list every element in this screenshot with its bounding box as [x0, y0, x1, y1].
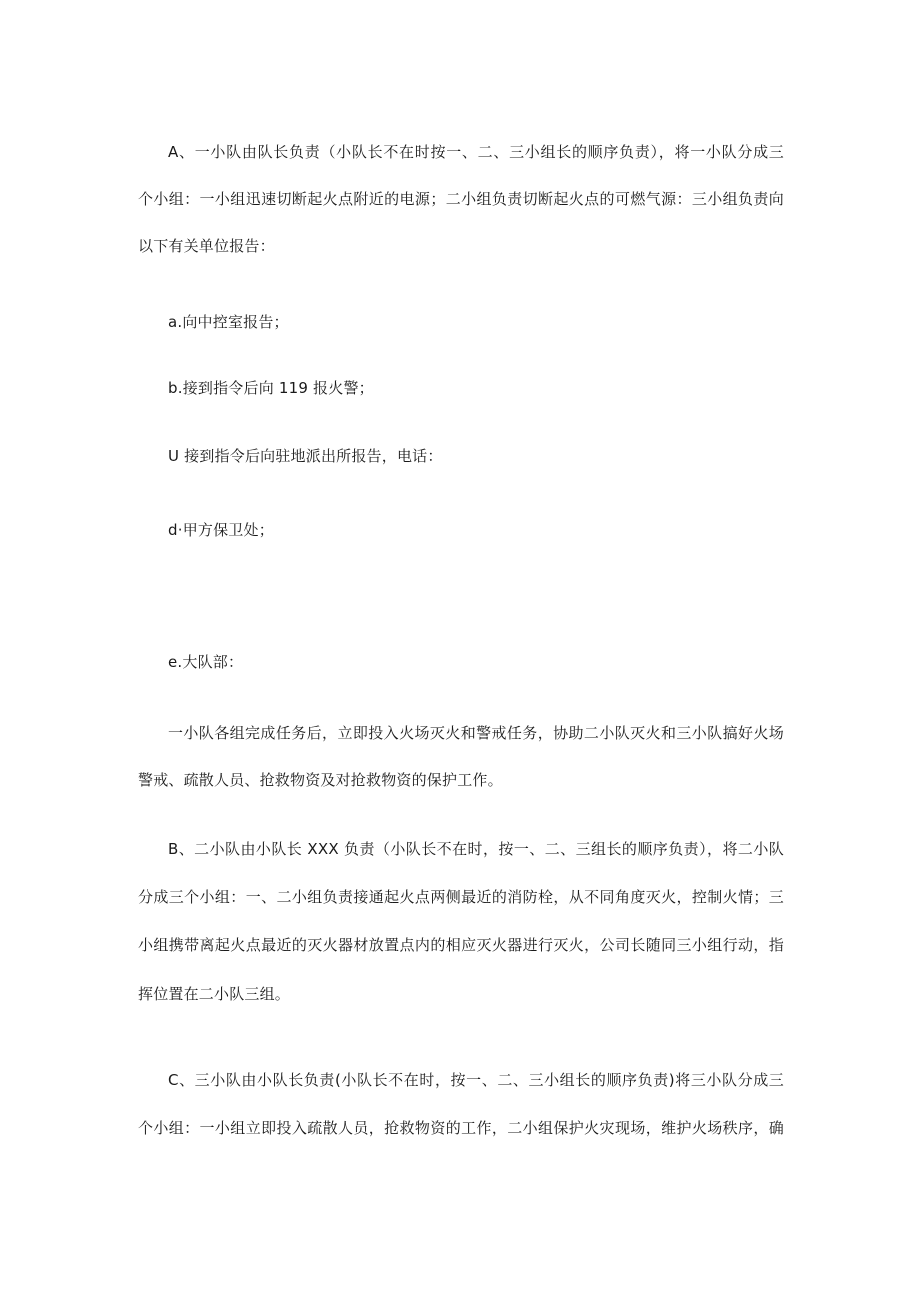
section-a-line-1: A、一小队由队长负责（小队长不在时按一、二、三小组长的顺序负责），将一小队分成三 — [168, 143, 784, 161]
report-item-a: a.向中控室报告； — [168, 313, 289, 331]
section-a-line-3: 以下有关单位报告： — [138, 237, 275, 255]
after-report-line-2: 警戒、疏散人员、抢救物资及对抢救物资的保护工作。 — [138, 771, 503, 789]
section-b-line-1: B、二小队由小队长 XXX 负责（小队长不在时，按一、二、三组长的顺序负责），将二小队 — [168, 840, 784, 858]
section-a-line-2: 个小组：一小组迅速切断起火点附近的电源；二小组负责切断起火点的可燃气源：三小组负责向 — [138, 190, 784, 208]
section-b-line-3: 小组携带离起火点最近的灭火器材放置点内的相应灭火器进行灭火，公司长随同三小组行动，指 — [138, 936, 784, 954]
section-c-line-1: C、三小队由小队长负责(小队长不在时，按一、二、三小组长的顺序负责)将三小队分成三 — [168, 1071, 784, 1089]
report-item-c: U 接到指令后向驻地派出所报告，电话： — [168, 447, 443, 465]
after-report-line-1: 一小队各组完成任务后，立即投入火场灭火和警戒任务，协助二小队灭火和三小队搞好火场 — [168, 724, 784, 742]
section-c-line-2: 个小组：一小组立即投入疏散人员，抢救物资的工作，二小组保护火灾现场，维护火场秩序，确 — [138, 1119, 784, 1137]
report-item-e: e.大队部： — [168, 653, 244, 671]
section-b-line-2: 分成三个小组：一、二小组负责接通起火点两侧最近的消防栓，从不同角度灭火，控制火情；三 — [138, 888, 784, 906]
report-item-d: d·甲方保卫处； — [168, 521, 274, 539]
section-b-line-4: 挥位置在二小队三组。 — [138, 985, 291, 1003]
report-item-b: b.接到指令后向 119 报火警； — [168, 379, 374, 397]
